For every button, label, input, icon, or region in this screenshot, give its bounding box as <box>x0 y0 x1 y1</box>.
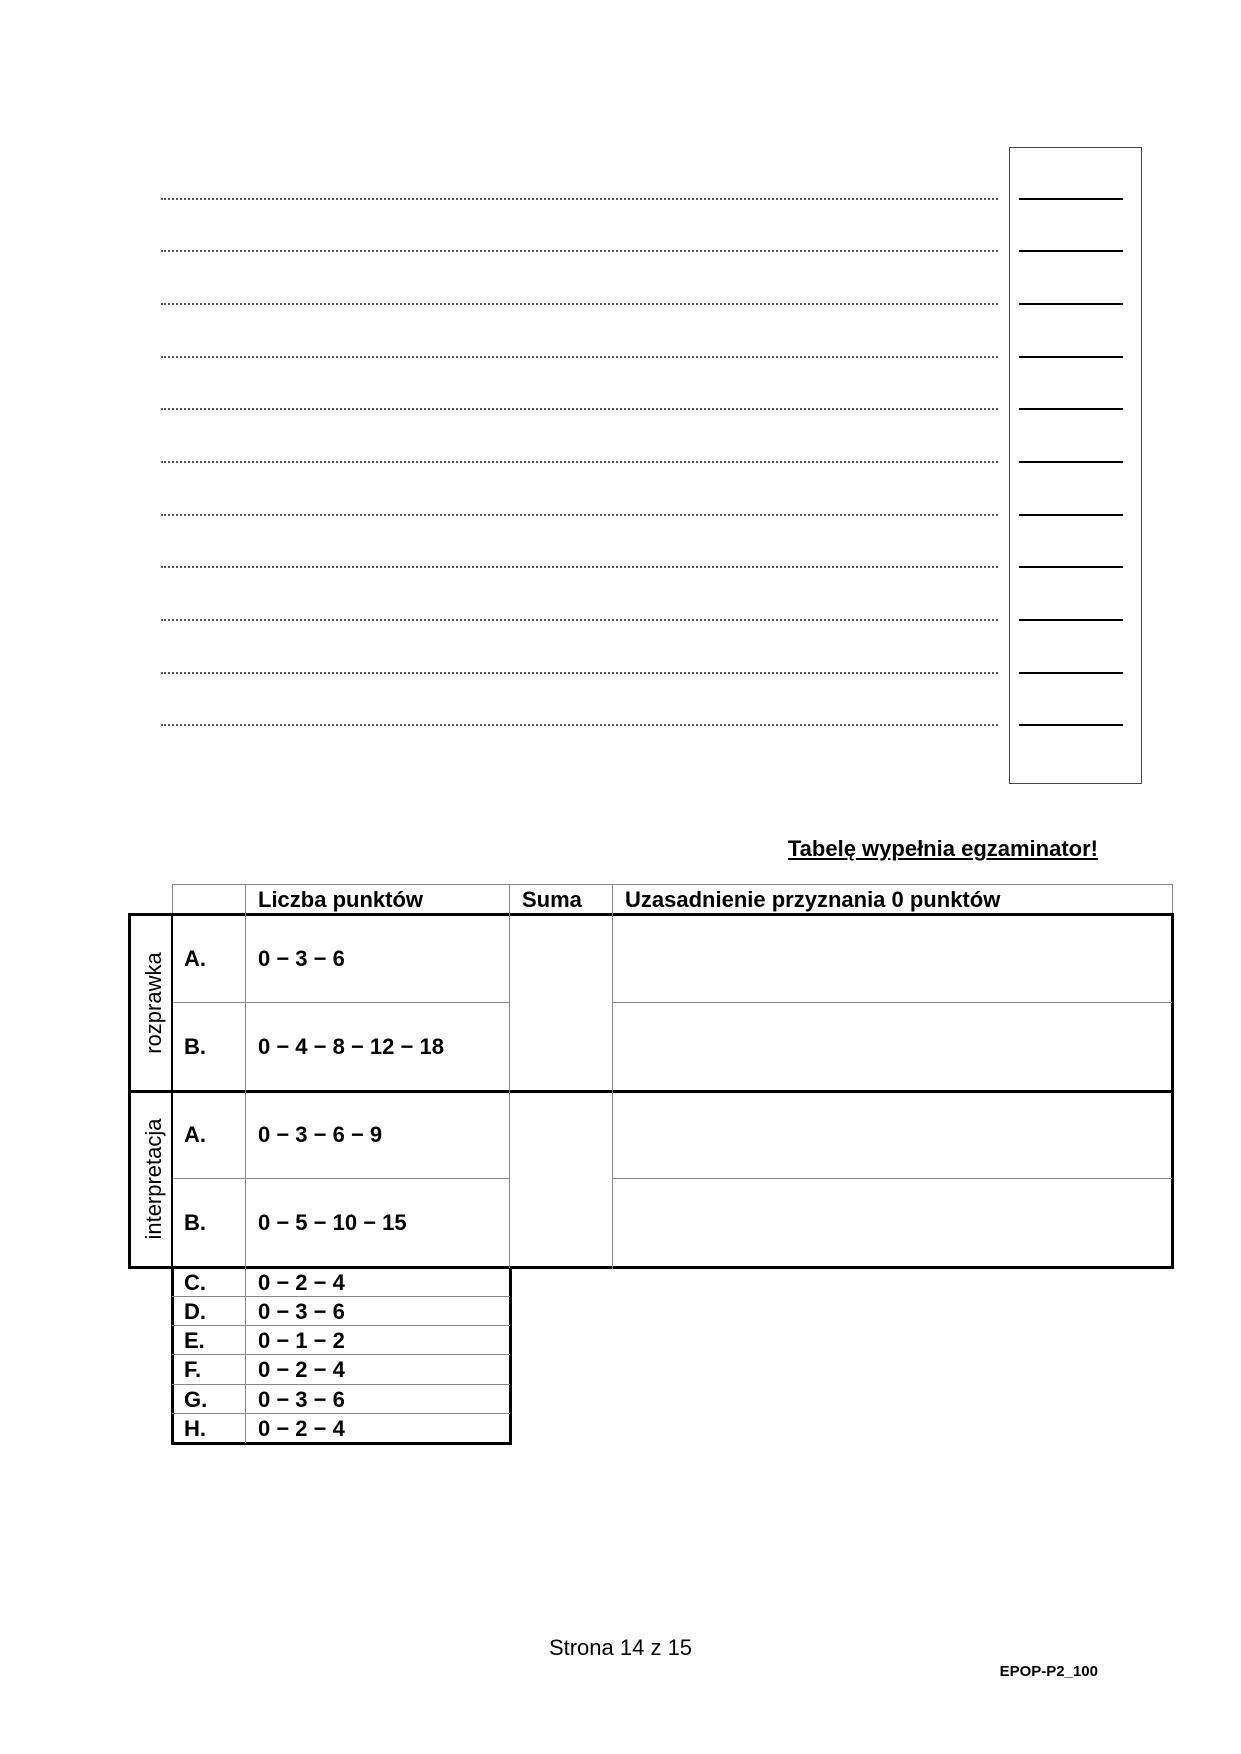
examiner-note: Tabelę wypełnia egzaminator! <box>787 836 1098 861</box>
score-line[interactable] <box>1019 566 1123 568</box>
justification-cell[interactable] <box>613 915 1173 1003</box>
table-border <box>172 1325 510 1326</box>
row-letter: C. <box>184 1269 206 1295</box>
row-letter: A. <box>184 1122 206 1147</box>
row-points: 0 − 2 − 4 <box>258 1357 345 1382</box>
sum-cell-interpretacja[interactable] <box>510 1091 613 1267</box>
score-line[interactable] <box>1019 356 1123 358</box>
table-border <box>171 1268 174 1444</box>
answer-line[interactable] <box>161 198 998 200</box>
sum-cell-rozprawka[interactable] <box>510 915 613 1091</box>
row-letter: B. <box>184 1034 206 1059</box>
table-border <box>613 1178 1172 1179</box>
row-points: 0 − 3 − 6 − 9 <box>258 1122 383 1147</box>
row-letter: G. <box>184 1386 208 1412</box>
table-border <box>613 1002 1172 1003</box>
row-points: 0 − 2 − 4 <box>258 1415 345 1441</box>
score-line[interactable] <box>1019 514 1123 516</box>
row-points: 0 − 3 − 6 <box>258 1298 345 1324</box>
row-letter: E. <box>184 1327 205 1353</box>
row-letter: A. <box>184 946 206 971</box>
answer-line[interactable] <box>161 356 998 358</box>
table-border <box>509 1268 512 1444</box>
row-points: 0 − 1 − 2 <box>258 1327 345 1353</box>
header-points: Liczba punktów <box>258 887 423 912</box>
score-line[interactable] <box>1019 198 1123 200</box>
table-border <box>245 1268 246 1443</box>
table-border <box>128 913 131 1269</box>
answer-line[interactable] <box>161 672 998 674</box>
row-points: 0 − 3 − 6 <box>258 1386 345 1412</box>
score-line[interactable] <box>1019 250 1123 252</box>
page-number: Strona 14 z 15 <box>548 1635 693 1660</box>
answer-line[interactable] <box>161 303 998 305</box>
group-label-rozprawka: rozprawka <box>141 952 166 1054</box>
score-line[interactable] <box>1019 619 1123 621</box>
table-border <box>171 913 173 1269</box>
table-border <box>172 884 1173 885</box>
table-border <box>172 1384 510 1385</box>
row-points: 0 − 4 − 8 − 12 − 18 <box>258 1034 444 1059</box>
score-line[interactable] <box>1019 461 1123 463</box>
table-border <box>1172 884 1173 915</box>
row-letter: H. <box>184 1415 206 1441</box>
examiner-margin-box <box>1009 147 1142 784</box>
header-justification: Uzasadnienie przyznania 0 punktów <box>625 887 1001 912</box>
table-border <box>245 884 246 1269</box>
table-border <box>1171 913 1174 1269</box>
score-line[interactable] <box>1019 303 1123 305</box>
row-letter: B. <box>184 1210 206 1235</box>
table-border <box>171 1442 512 1445</box>
answer-line[interactable] <box>161 514 998 516</box>
table-border <box>172 1354 510 1355</box>
table-border <box>172 1413 510 1414</box>
row-letter: D. <box>184 1298 206 1324</box>
table-border <box>128 1090 1174 1093</box>
table-border <box>172 1002 510 1003</box>
table-border <box>172 1296 510 1297</box>
header-sum: Suma <box>522 887 582 912</box>
row-points: 0 − 5 − 10 − 15 <box>258 1210 407 1235</box>
row-letter: F. <box>184 1357 202 1382</box>
score-line[interactable] <box>1019 672 1123 674</box>
justification-cell[interactable] <box>613 1179 1173 1267</box>
score-line[interactable] <box>1019 408 1123 410</box>
answer-line[interactable] <box>161 566 998 568</box>
table-border <box>128 913 1174 916</box>
answer-line[interactable] <box>161 408 998 410</box>
table-border <box>172 884 173 915</box>
answer-line[interactable] <box>161 461 998 463</box>
header-cell-empty <box>172 885 246 915</box>
document-code: EPOP-P2_100 <box>999 1663 1098 1680</box>
answer-line[interactable] <box>161 250 998 252</box>
row-points: 0 − 3 − 6 <box>258 946 345 971</box>
table-border <box>612 884 613 1269</box>
table-border <box>172 1178 510 1179</box>
justification-cell[interactable] <box>613 1091 1173 1179</box>
justification-cell[interactable] <box>613 1003 1173 1091</box>
score-line[interactable] <box>1019 724 1123 726</box>
row-points: 0 − 2 − 4 <box>258 1269 345 1295</box>
answer-line[interactable] <box>161 619 998 621</box>
group-label-interpretacja: interpretacja <box>141 1118 166 1240</box>
answer-line[interactable] <box>161 724 998 726</box>
table-border <box>509 884 510 1269</box>
